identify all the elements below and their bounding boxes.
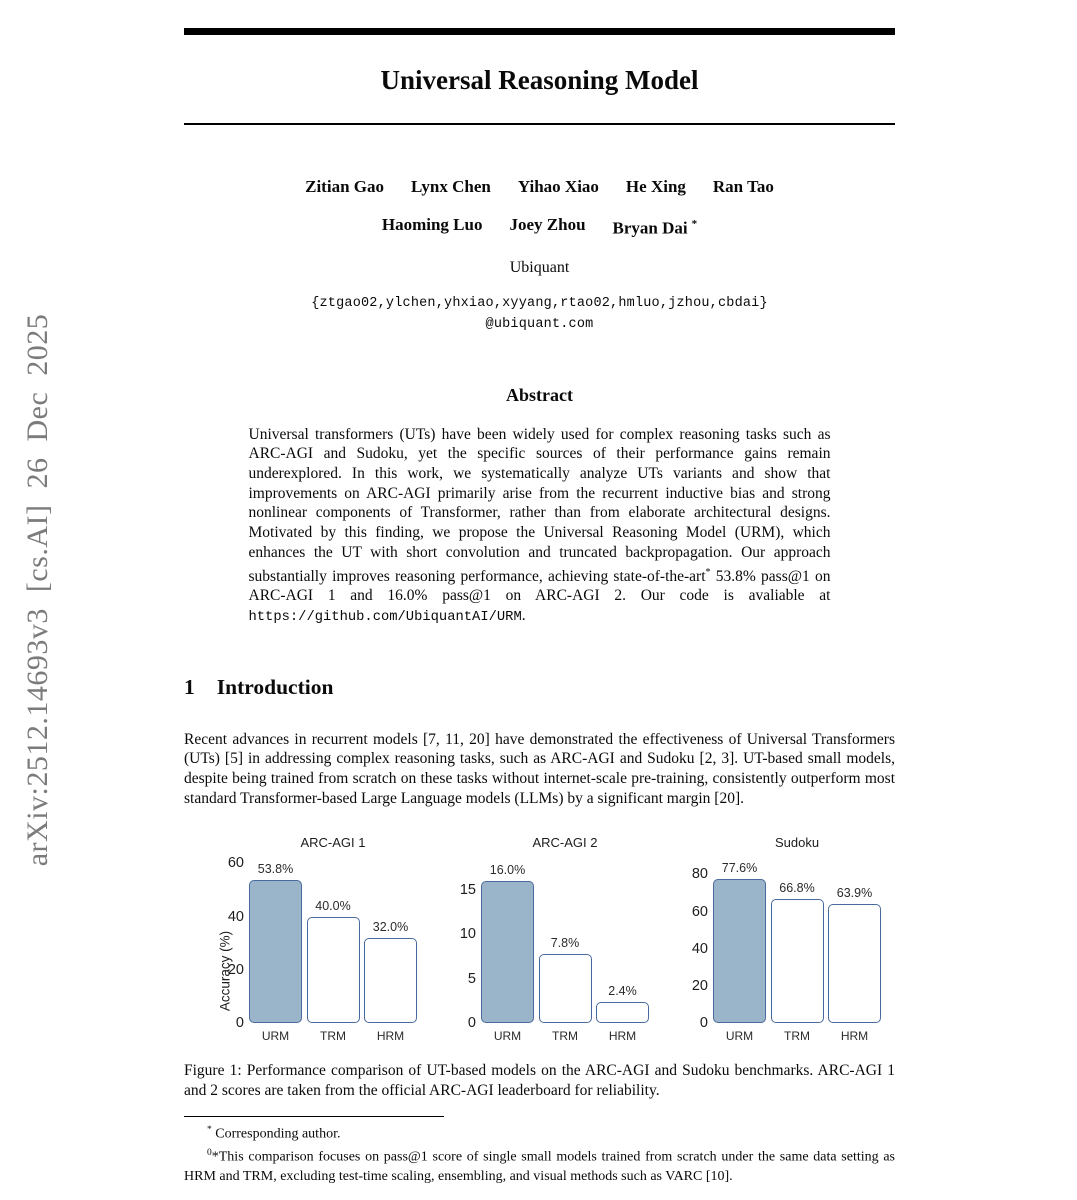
y-tick-label: 0 [235, 1015, 244, 1032]
bar-value-label: 63.9% [836, 886, 873, 901]
bar-value-label: 53.8% [257, 861, 294, 876]
y-tick-label: 10 [459, 926, 476, 943]
chart-plot-area [713, 860, 881, 1023]
author-name: Ran Tao [712, 177, 774, 196]
bar-hrm [364, 938, 417, 1023]
abstract-part-3: . [521, 607, 526, 625]
chart-plot-area [481, 863, 649, 1023]
footnote-asterisk-mark: * [207, 1125, 212, 1136]
footnotes [184, 1121, 895, 1187]
y-tick-label: 40 [691, 940, 708, 957]
chart-title: Sudoku [774, 835, 820, 851]
author-name: He Xing [625, 177, 686, 196]
x-tick-label: TRM [552, 1029, 578, 1044]
abstract-footnote-asterisk: * [705, 566, 711, 578]
chart-body [446, 863, 651, 1044]
bar-value-label: 2.4% [608, 983, 637, 998]
y-axis-ticks [678, 863, 708, 1032]
section-heading-introduction [184, 674, 895, 701]
author-name: Joey Zhou [509, 215, 586, 234]
author-name-corresponding: Bryan Dai * [612, 218, 698, 238]
bar-value-label: 16.0% [489, 863, 526, 877]
section-number: 1 [184, 674, 195, 699]
abstract-text [249, 425, 831, 628]
bar-value-label: 66.8% [779, 880, 815, 895]
bar-urm [713, 879, 766, 1023]
y-tick-label: 0 [467, 1015, 476, 1032]
footnote-comparison-note [184, 1144, 895, 1187]
repo-url-link[interactable]: https://github.com/UbiquantAI/URM [248, 610, 522, 626]
y-tick-label: 80 [691, 866, 708, 883]
paper-content-column [184, 0, 895, 1187]
abstract-part-2: 53.8% pass@1 on ARC-AGI 1 and 16.0% pass@1 on ARC-AGI 2. Our code is avaliable at [248, 567, 831, 605]
x-tick-label: HRM [840, 1029, 869, 1044]
arxiv-stamp: arXiv:2512.14693v3 [cs.AI] 26 Dec 2025 [21, 313, 54, 867]
footnote-text: This comparison focuses on pass@1 score of single small models trained from scratch under the same data setting as HRM and TRM, excluding test-time scaling, ensembling, and visual methods such as VARC [10]. [184, 1149, 895, 1185]
intro-paragraph: Recent advances in recurrent models [7, 11, 20] have demonstrated the effectiveness of Universal Transformers (UTs) [5] in addressing complex reasoning tasks, such as ARC-AGI and Sudoku [2, 3]. UT-based small models, despite being trained from scratch on these tasks without internet-scale pre-training, consistently outperform most standard Transformer-based Large Language models (LLMs) by a significant margin [20]. [184, 730, 895, 807]
corresponding-author-asterisk: * [691, 218, 698, 230]
section-title: Introduction [216, 674, 334, 699]
bar-trm [539, 954, 592, 1023]
chart-body: 0 20 40 60 53.8% 40.0% 32.0% URM TRM HRM Accuracy (%) [214, 863, 419, 1023]
email-line-1: {ztgao02,ylchen,yhxiao,xyyang,rtao02,hmluo,jzhou,cbdai} [311, 295, 768, 311]
authors-line-2 [184, 214, 895, 239]
footnote-text: Corresponding author. [211, 1126, 341, 1142]
chart-body [678, 860, 883, 1044]
email-block [184, 293, 895, 335]
x-tick-label: URM [261, 1029, 290, 1044]
title-rule-thin [184, 123, 895, 125]
x-tick-label: TRM [320, 1029, 346, 1044]
chart-title: ARC-AGI 2 [532, 835, 598, 851]
y-tick-label: 15 [459, 881, 476, 898]
top-rule-thick [184, 28, 895, 35]
y-tick-label: 60 [691, 903, 708, 920]
x-axis-labels [249, 1029, 417, 1045]
abstract-part-1: Universal transformers (UTs) have been widely used for complex reasoning tasks such as ARC-AGI and Sudoku, yet the specific sources of their performance gains remain underexplored. In this work, we systematically analyze UTs variants and show that improvements on ARC-AGI primarily arise from the recurrent inductive bias and strong nonlinear components of Transformer, rather than from elaborate architectural designs. Motivated by this finding, we propose the Universal Reasoning Model (URM), which enhances the UT with short convolution and truncated backpropagation. Our approach substantially improves reasoning performance, achieving state-of-the-art [248, 425, 831, 585]
affiliation: Ubiquant [509, 258, 570, 276]
bar-urm [481, 881, 534, 1023]
bar-trm [307, 917, 360, 1024]
authors-line-1 [184, 176, 895, 197]
x-tick-label: URM [493, 1029, 522, 1044]
author-name: Zitian Gao [305, 177, 384, 196]
x-axis-labels [713, 1029, 881, 1045]
figure-caption: Figure 1: Performance comparison of UT-based models on the ARC-AGI and Sudoku benchmarks. ARC-AGI 1 and 2 scores are taken from the official ARC-AGI leaderboard for reliability. [184, 1062, 895, 1099]
footnote-zero-mark: 0 [207, 1148, 212, 1159]
footnote-divider [184, 1116, 444, 1117]
bar-trm [771, 899, 824, 1023]
bar-value-label: 7.8% [550, 935, 580, 950]
paper-title: Universal Reasoning Model [380, 65, 699, 95]
author-name: Yihao Xiao [517, 177, 599, 196]
email-line-2: @ubiquant.com [485, 316, 594, 332]
author-name: Haoming Luo [381, 215, 483, 234]
chart-title: ARC-AGI 1 [300, 835, 366, 851]
abstract-heading: Abstract [506, 384, 573, 405]
bar-value-label: 40.0% [315, 898, 351, 913]
y-axis-ticks [446, 863, 476, 1032]
chart-arc-agi-2 [446, 835, 651, 1044]
chart-plot-area [249, 863, 417, 1023]
bar-urm [249, 880, 302, 1023]
chart-sudoku [678, 835, 883, 1044]
bar-hrm [828, 904, 881, 1023]
y-tick-label: 5 [467, 970, 476, 987]
footnote-star: * [211, 1149, 219, 1165]
bar-value-label: 32.0% [372, 919, 409, 934]
y-tick-label: 60 [227, 855, 244, 872]
x-tick-label: HRM [608, 1029, 637, 1044]
figure-1 [184, 835, 895, 1047]
chart-arc-agi-1 [214, 835, 419, 1044]
x-axis-labels [481, 1029, 649, 1045]
y-tick-label: 0 [699, 1015, 708, 1032]
footnote-corresponding-author [184, 1121, 895, 1144]
x-tick-label: TRM [784, 1029, 810, 1044]
author-name: Lynx Chen [411, 177, 491, 196]
x-tick-label: URM [725, 1029, 754, 1044]
bar-value-label: 77.6% [721, 860, 758, 875]
y-tick-label: 20 [691, 978, 708, 994]
x-tick-label: HRM [376, 1029, 405, 1044]
y-tick-label: 20 [227, 961, 244, 978]
y-tick-label: 40 [227, 908, 244, 925]
bar-hrm [596, 1002, 649, 1023]
